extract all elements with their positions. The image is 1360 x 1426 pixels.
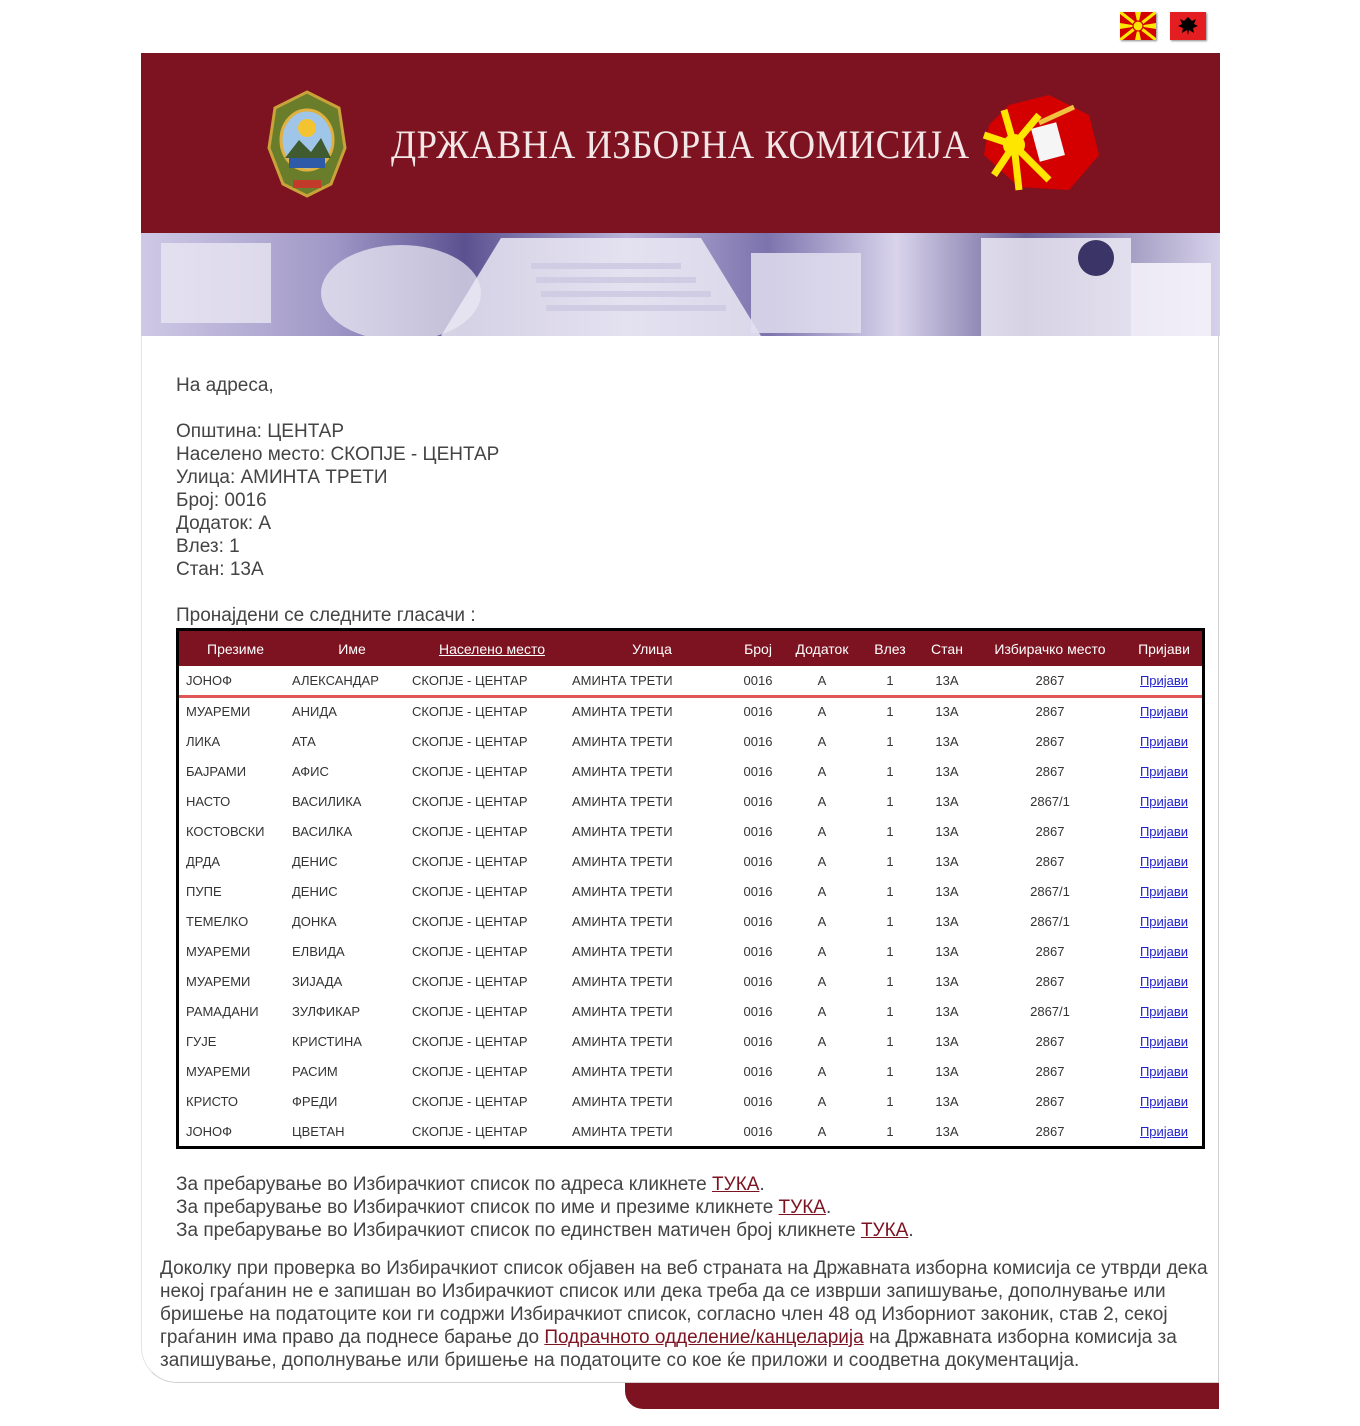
cell-station: 2867/1 — [1030, 913, 1070, 929]
cell-addition: А — [817, 1033, 827, 1049]
table-row — [179, 726, 1202, 756]
table-row — [179, 1026, 1202, 1056]
cell-number: 0016 — [743, 823, 773, 839]
cell-addition: А — [817, 883, 827, 899]
entrance-line: Влез: 1 — [176, 536, 240, 557]
cell-settlement: СКОПЈЕ - ЦЕНТАР — [412, 973, 528, 989]
cell-number: 0016 — [743, 913, 773, 929]
cell-station: 2867 — [1035, 1033, 1065, 1049]
dot: . — [908, 1220, 914, 1241]
cell-entrance: 1 — [886, 704, 894, 720]
report-link[interactable]: Пријави — [1139, 704, 1189, 720]
cell-addition: А — [817, 1123, 827, 1139]
cell-street: АМИНТА ТРЕТИ — [572, 672, 673, 688]
cell-surname: МУАРЕМИ — [186, 943, 251, 959]
col-settlement[interactable] — [412, 631, 572, 666]
cell-apartment: 13А — [935, 733, 959, 749]
cell-number: 0016 — [743, 793, 773, 809]
legal-note-text: Доколку при проверка во Избирачкиот список објавен на веб страната на Државната изборна комисија се утврди дека некој граѓанин не е запишан во Избирачкиот список или дека треба да се изврши запишување, дополнување или бришење на податоците кои ги содржи Избирачкиот список, согласно член 48 од Изборниот законик, став 2, секој граѓанин има право да поднесе барање до — [160, 1258, 1208, 1348]
cell-apartment: 13А — [935, 973, 959, 989]
table-row — [179, 786, 1202, 816]
cell-entrance: 1 — [886, 1033, 894, 1049]
cell-settlement: СКОПЈЕ - ЦЕНТАР — [412, 1123, 528, 1139]
cell-entrance: 1 — [886, 943, 894, 959]
cell-surname: ГУЈЕ — [186, 1033, 217, 1049]
cell-name: ЕЛВИДА — [292, 943, 345, 959]
cell-surname: ПУПЕ — [186, 883, 222, 899]
col-street: Улица — [632, 640, 672, 657]
table-row — [179, 876, 1202, 906]
cell-station: 2867 — [1035, 853, 1065, 869]
table-row — [179, 1056, 1202, 1086]
col-station: Избирачко место — [994, 640, 1106, 657]
cell-apartment: 13А — [935, 672, 959, 688]
addition-line: Додаток: А — [176, 513, 272, 534]
report-link[interactable]: Пријави — [1139, 1123, 1189, 1139]
cell-apartment: 13А — [935, 943, 959, 959]
cell-apartment: 13А — [935, 763, 959, 779]
cell-name: АНИДА — [292, 704, 337, 720]
cell-settlement: СКОПЈЕ - ЦЕНТАР — [412, 793, 528, 809]
report-link[interactable]: Пријави — [1139, 823, 1189, 839]
search-by-id-text: За пребарување во Избирачкиот список по единствен матичен број кликнете — [176, 1220, 861, 1241]
table-row — [179, 936, 1202, 966]
table-row — [179, 906, 1202, 936]
table-row — [179, 696, 1202, 726]
table-row — [179, 846, 1202, 876]
cell-surname: МУАРЕМИ — [186, 704, 251, 720]
cell-name: ДЕНИС — [292, 853, 338, 869]
cell-name: ЗИЈАДА — [292, 973, 343, 989]
table-row — [179, 1116, 1202, 1146]
cell-entrance: 1 — [886, 853, 894, 869]
address-details — [176, 374, 499, 627]
election-commission-logo-icon — [979, 95, 1103, 195]
cell-addition: А — [817, 853, 827, 869]
cell-surname: НАСТО — [186, 793, 231, 809]
cell-report — [1126, 876, 1202, 906]
cell-name: АФИС — [292, 763, 329, 779]
cell-report — [1126, 666, 1202, 696]
cell-report — [1126, 816, 1202, 846]
voter-rows — [179, 666, 1202, 1146]
cell-station: 2867/1 — [1030, 883, 1070, 899]
language-switcher — [1120, 12, 1206, 40]
col-surname: Презиме — [207, 640, 264, 657]
cell-entrance: 1 — [886, 913, 894, 929]
regional-office-link[interactable]: Подрачното одделение/канцеларија — [544, 1327, 864, 1348]
cell-apartment: 13А — [935, 913, 959, 929]
cell-number: 0016 — [743, 943, 773, 959]
cell-number: 0016 — [743, 704, 773, 720]
cell-street: АМИНТА ТРЕТИ — [572, 793, 673, 809]
cell-street: АМИНТА ТРЕТИ — [572, 853, 673, 869]
cell-station: 2867 — [1035, 1063, 1065, 1079]
cell-settlement: СКОПЈЕ - ЦЕНТАР — [412, 1003, 528, 1019]
cell-settlement: СКОПЈЕ - ЦЕНТАР — [412, 672, 528, 688]
cell-settlement: СКОПЈЕ - ЦЕНТАР — [412, 853, 528, 869]
cell-street: АМИНТА ТРЕТИ — [572, 704, 673, 720]
coat-of-arms-icon — [259, 88, 355, 200]
apartment-line: Стан: 13А — [176, 559, 264, 580]
site-banner — [141, 53, 1220, 233]
table-row — [179, 966, 1202, 996]
cell-report — [1126, 846, 1202, 876]
cell-station: 2867 — [1035, 704, 1065, 720]
cell-number: 0016 — [743, 973, 773, 989]
address-intro: На адреса, — [176, 375, 274, 396]
cell-apartment: 13А — [935, 853, 959, 869]
cell-number: 0016 — [743, 1123, 773, 1139]
sort-settlement-link[interactable]: Населено место — [438, 640, 546, 657]
search-by-id — [176, 1219, 914, 1242]
cell-addition: А — [817, 763, 827, 779]
col-entrance: Влез — [874, 640, 906, 657]
cell-report — [1126, 936, 1202, 966]
report-link[interactable]: Пријави — [1139, 1093, 1189, 1109]
cell-addition: А — [817, 793, 827, 809]
cell-report — [1126, 786, 1202, 816]
cell-number: 0016 — [743, 1093, 773, 1109]
cell-settlement: СКОПЈЕ - ЦЕНТАР — [412, 704, 528, 720]
cell-street: АМИНТА ТРЕТИ — [572, 763, 673, 779]
report-link[interactable]: Пријави — [1139, 1003, 1189, 1019]
cell-number: 0016 — [743, 733, 773, 749]
col-addition: Додаток — [795, 640, 849, 657]
report-link[interactable]: Пријави — [1139, 793, 1189, 809]
cell-report — [1126, 696, 1202, 726]
legal-note — [160, 1257, 1222, 1372]
cell-entrance: 1 — [886, 793, 894, 809]
cell-street: АМИНТА ТРЕТИ — [572, 1063, 673, 1079]
cell-entrance: 1 — [886, 883, 894, 899]
cell-station: 2867/1 — [1030, 1003, 1070, 1019]
cell-addition: А — [817, 913, 827, 929]
cell-entrance: 1 — [886, 823, 894, 839]
search-by-address-link[interactable]: ТУКА — [712, 1174, 760, 1195]
cell-station: 2867/1 — [1030, 793, 1070, 809]
cell-surname: ТЕМЕЛКО — [186, 913, 249, 929]
dot: . — [825, 1197, 832, 1218]
cell-station: 2867 — [1035, 733, 1065, 749]
cell-street: АМИНТА ТРЕТИ — [572, 823, 673, 839]
report-link[interactable]: Пријави — [1139, 672, 1189, 688]
cell-apartment: 13А — [935, 883, 959, 899]
cell-name: РАСИМ — [292, 1063, 338, 1079]
table-row — [179, 756, 1202, 786]
search-by-address — [176, 1173, 914, 1196]
cell-name: ЦВЕТАН — [292, 1123, 345, 1139]
cell-street: АМИНТА ТРЕТИ — [572, 733, 673, 749]
cell-number: 0016 — [743, 1003, 773, 1019]
footer-bar — [625, 1383, 1219, 1409]
street-line: Улица: АМИНТА ТРЕТИ — [176, 467, 388, 488]
report-link[interactable]: Пријави — [1139, 883, 1189, 899]
cell-addition: А — [817, 704, 827, 720]
cell-surname: ЈОНОФ — [186, 1123, 232, 1139]
cell-report — [1126, 966, 1202, 996]
table-row — [179, 816, 1202, 846]
cell-settlement: СКОПЈЕ - ЦЕНТАР — [412, 733, 528, 749]
cell-report — [1126, 996, 1202, 1026]
al-flag-icon[interactable] — [1170, 12, 1206, 40]
cell-street: АМИНТА ТРЕТИ — [572, 973, 673, 989]
cell-apartment: 13А — [935, 1033, 959, 1049]
cell-apartment: 13А — [935, 1063, 959, 1079]
site-title: ДРЖАВНА ИЗБОРНА КОМИСИЈА — [391, 122, 970, 167]
cell-name: АТА — [292, 733, 316, 749]
cell-settlement: СКОПЈЕ - ЦЕНТАР — [412, 1033, 528, 1049]
cell-station: 2867 — [1035, 973, 1065, 989]
cell-name: ВАСИЛКА — [292, 823, 353, 839]
cell-station: 2867 — [1035, 1123, 1065, 1139]
cell-settlement: СКОПЈЕ - ЦЕНТАР — [412, 823, 528, 839]
legal-note-text-end: на Државната изборна комисија за запишување, дополнување или бришење на податоците со кое ќе приложи и соодветна документација. — [160, 1327, 1177, 1371]
cell-settlement: СКОПЈЕ - ЦЕНТАР — [412, 913, 528, 929]
cell-settlement: СКОПЈЕ - ЦЕНТАР — [412, 943, 528, 959]
cell-surname: КРИСТО — [186, 1093, 239, 1109]
cell-apartment: 13А — [935, 1003, 959, 1019]
cell-station: 2867 — [1035, 1093, 1065, 1109]
cell-number: 0016 — [743, 1063, 773, 1079]
cell-name: ФРЕДИ — [292, 1093, 338, 1109]
cell-number: 0016 — [743, 1033, 773, 1049]
cell-name: КРИСТИНА — [292, 1033, 362, 1049]
cell-entrance: 1 — [886, 973, 894, 989]
cell-apartment: 13А — [935, 1093, 959, 1109]
cell-street: АМИНТА ТРЕТИ — [572, 1003, 673, 1019]
cell-addition: А — [817, 1093, 827, 1109]
cell-surname: МУАРЕМИ — [186, 1063, 251, 1079]
municipality-line: Општина: ЦЕНТАР — [176, 421, 345, 442]
cell-surname: БАЈРАМИ — [186, 763, 247, 779]
number-line: Број: 0016 — [176, 490, 267, 511]
cell-street: АМИНТА ТРЕТИ — [572, 1123, 673, 1139]
cell-surname: КОСТОВСКИ — [186, 823, 265, 839]
cell-entrance: 1 — [886, 672, 894, 688]
search-by-name-text: За пребарување во Избирачкиот список по име и презиме кликнете — [176, 1197, 779, 1218]
cell-addition: А — [817, 733, 827, 749]
table-row — [179, 1086, 1202, 1116]
col-apartment: Стан — [931, 640, 963, 657]
cell-entrance: 1 — [886, 1063, 894, 1079]
report-link[interactable]: Пријави — [1139, 733, 1189, 749]
table-header-row — [179, 631, 1202, 666]
cell-addition: А — [817, 1063, 827, 1079]
cell-number: 0016 — [743, 853, 773, 869]
cell-name: АЛЕКСАНДАР — [292, 672, 379, 688]
cell-report — [1126, 1116, 1202, 1146]
report-link[interactable]: Пријави — [1139, 943, 1189, 959]
cell-number: 0016 — [743, 883, 773, 899]
cell-apartment: 13А — [935, 1123, 959, 1139]
cell-street: АМИНТА ТРЕТИ — [572, 1093, 673, 1109]
cell-entrance: 1 — [886, 1093, 894, 1109]
cell-street: АМИНТА ТРЕТИ — [572, 1033, 673, 1049]
cell-station: 2867 — [1035, 763, 1065, 779]
header-photo — [141, 233, 1220, 336]
cell-addition: А — [817, 973, 827, 989]
col-name: Име — [338, 640, 366, 657]
mk-flag-icon[interactable] — [1120, 12, 1156, 40]
report-link[interactable]: Пријави — [1139, 853, 1189, 869]
cell-addition: А — [817, 943, 827, 959]
cell-surname: РАМАДАНИ — [186, 1003, 259, 1019]
cell-settlement: СКОПЈЕ - ЦЕНТАР — [412, 1093, 528, 1109]
report-link[interactable]: Пријави — [1139, 763, 1189, 779]
cell-entrance: 1 — [886, 763, 894, 779]
cell-street: АМИНТА ТРЕТИ — [572, 913, 673, 929]
cell-entrance: 1 — [886, 733, 894, 749]
cell-surname: ЈОНОФ — [186, 672, 232, 688]
cell-report — [1126, 756, 1202, 786]
cell-entrance: 1 — [886, 1123, 894, 1139]
cell-addition: А — [817, 1003, 827, 1019]
cell-surname: ДРДА — [186, 853, 221, 869]
cell-station: 2867 — [1035, 672, 1065, 688]
search-by-name — [176, 1196, 914, 1219]
cell-station: 2867 — [1035, 823, 1065, 839]
col-number: Број — [744, 640, 772, 657]
cell-name: ЗУЛФИКАР — [292, 1003, 361, 1019]
search-by-id-link[interactable]: ТУКА — [860, 1220, 909, 1241]
cell-number: 0016 — [743, 763, 773, 779]
found-voters-label: Пронајдени се следните гласачи : — [176, 605, 476, 626]
settlement-line: Населено место: СКОПЈЕ - ЦЕНТАР — [176, 444, 500, 465]
search-by-address-text: За пребарување во Избирачкиот список по адреса кликнете — [176, 1174, 713, 1195]
report-link[interactable]: Пријави — [1139, 1063, 1189, 1079]
report-link[interactable]: Пријави — [1139, 973, 1189, 989]
cell-name: ДЕНИС — [292, 883, 338, 899]
dot: . — [759, 1174, 765, 1195]
cell-street: АМИНТА ТРЕТИ — [572, 943, 673, 959]
voters-table — [176, 628, 1205, 1149]
cell-addition: А — [817, 672, 827, 688]
cell-name: ДОНКА — [292, 913, 337, 929]
col-report: Пријави — [1138, 640, 1190, 657]
cell-station: 2867 — [1035, 943, 1065, 959]
cell-report — [1126, 1086, 1202, 1116]
cell-name: ВАСИЛИКА — [292, 793, 362, 809]
cell-apartment: 13А — [935, 823, 959, 839]
search-by-name-link[interactable]: ТУКА — [778, 1197, 826, 1218]
report-link[interactable]: Пријави — [1139, 1033, 1189, 1049]
search-options — [176, 1173, 914, 1242]
cell-apartment: 13А — [935, 793, 959, 809]
cell-addition: А — [817, 823, 827, 839]
cell-surname: МУАРЕМИ — [186, 973, 251, 989]
cell-surname: ЛИКА — [186, 733, 221, 749]
cell-number: 0016 — [743, 672, 773, 688]
cell-report — [1126, 1026, 1202, 1056]
cell-report — [1126, 906, 1202, 936]
cell-street: АМИНТА ТРЕТИ — [572, 883, 673, 899]
report-link[interactable]: Пријави — [1139, 913, 1189, 929]
cell-entrance: 1 — [886, 1003, 894, 1019]
table-row — [179, 996, 1202, 1026]
table-row — [179, 666, 1202, 696]
cell-settlement: СКОПЈЕ - ЦЕНТАР — [412, 1063, 528, 1079]
cell-apartment: 13А — [935, 704, 959, 720]
cell-settlement: СКОПЈЕ - ЦЕНТАР — [412, 763, 528, 779]
cell-report — [1126, 726, 1202, 756]
cell-settlement: СКОПЈЕ - ЦЕНТАР — [412, 883, 528, 899]
cell-report — [1126, 1056, 1202, 1086]
